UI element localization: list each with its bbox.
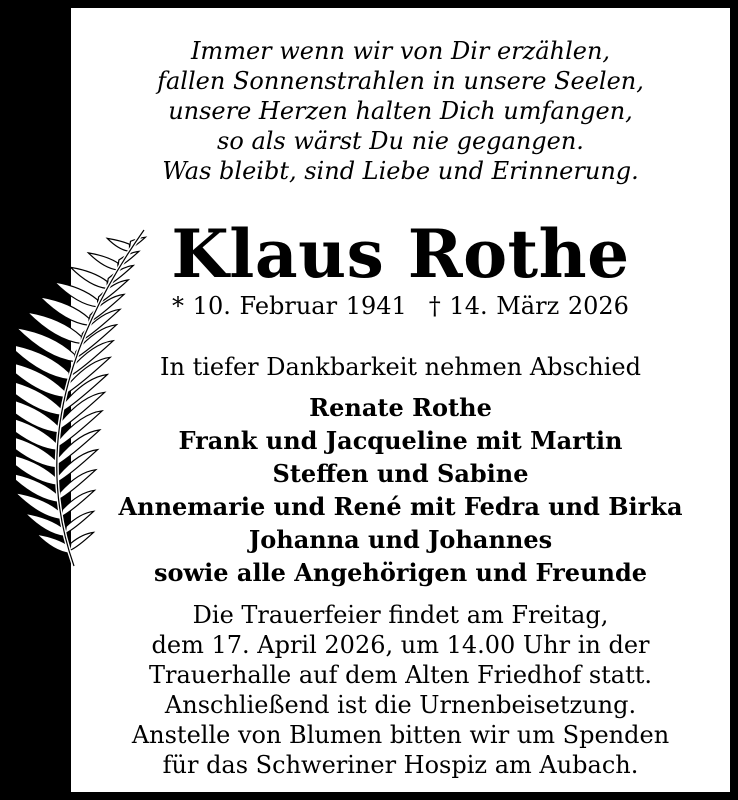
mourner-line: Renate Rothe [309, 393, 492, 422]
poem-line: unsere Herzen halten Dich umfangen, [168, 97, 633, 125]
mourner-line: Steffen und Sabine [272, 459, 529, 488]
deceased-name: Klaus Rothe [171, 215, 630, 293]
mourner-line: sowie alle Angehörigen und Freunde [153, 558, 648, 587]
poem-line: fallen Sonnenstrahlen in unsere Seelen, [157, 67, 644, 95]
poem-line: Was bleibt, sind Liebe und Erinnerung. [162, 157, 639, 185]
farewell-intro: In tiefer Dankbarkeit nehmen Abschied [160, 353, 641, 381]
mourners-list [71, 391, 730, 589]
notice-line: Anstelle von Blumen bitten wir um Spenden [131, 721, 670, 749]
life-dates [71, 290, 730, 322]
notice-line: Die Trauerfeier findet am Freitag, [192, 601, 609, 629]
notice-line: für das Schweriner Hospiz am Aubach. [162, 751, 639, 779]
notice-line: dem 17. April 2026, um 14.00 Uhr in der [151, 631, 650, 659]
notice-line: Anschließend ist die Urnenbeisetzung. [164, 691, 637, 719]
memorial-poem [71, 36, 730, 186]
notice-line: Trauerhalle auf dem Alten Friedhof statt. [148, 661, 652, 689]
mourner-line: Annemarie und René mit Fedra und Birka [118, 492, 683, 521]
death-date: † 14. März 2026 [428, 292, 629, 320]
mourner-line: Johanna und Johannes [248, 525, 553, 554]
poem-line: so als wärst Du nie gegangen. [217, 127, 584, 155]
obituary-content [71, 8, 730, 792]
mourner-line: Frank und Jacqueline mit Martin [178, 426, 623, 455]
funeral-notice [71, 600, 730, 780]
poem-line: Immer wenn wir von Dir erzählen, [190, 37, 611, 65]
birth-date: * 10. Februar 1941 [172, 292, 407, 320]
